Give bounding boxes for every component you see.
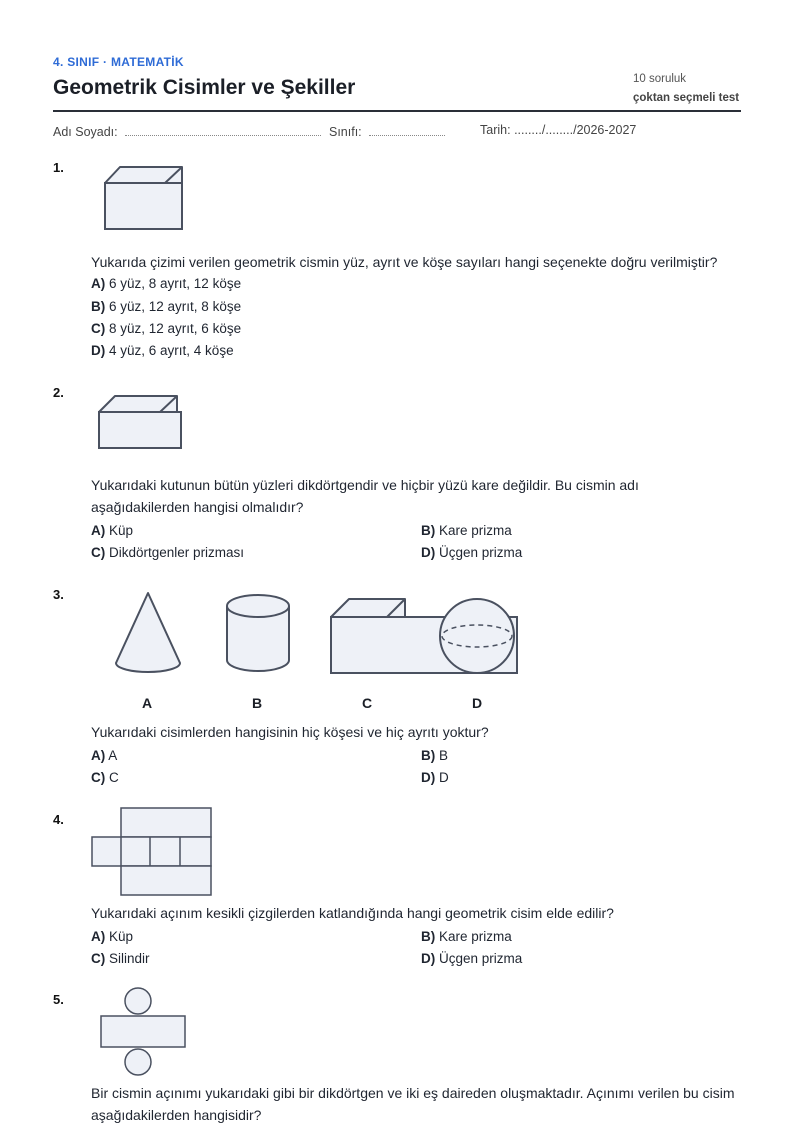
option-text: Küp [109,523,134,538]
option-a[interactable] [91,523,133,538]
header-divider [53,110,741,112]
option-text: Üçgen prizma [439,951,523,966]
box-figure [97,394,187,452]
option-text: D [439,770,449,785]
figure-label-a: A [142,695,153,711]
question-text: Bir cismin açınımı yukarıdaki gibi bir dikdörtgen ve iki eş daireden oluşmaktadır. Açınımı verilen bu cisim aşağıdakilerden hangisidir? [91,1085,735,1123]
class-field[interactable] [369,123,445,136]
option-key: A) [91,929,106,944]
question-number: 2. [53,385,64,400]
option-c[interactable] [91,951,150,966]
rectangular-prism-figure [103,165,193,231]
test-meta [633,70,739,108]
question-number: 5. [53,992,64,1007]
option-key: A) [91,276,106,291]
option-text: Kare prizma [439,523,512,538]
option-c[interactable] [91,545,244,560]
name-label: Adı Soyadı: [53,125,118,139]
option-text: Kare prizma [439,929,512,944]
prism-net-figure [91,807,213,899]
option-text: Küp [109,929,134,944]
option-key: C) [91,951,106,966]
option-key: D) [421,770,436,785]
date-label: Tarih: [480,123,511,137]
subject-label: 4. SINIF · MATEMATİK [53,55,184,69]
option-key: D) [91,343,106,358]
option-key: B) [421,523,436,538]
option-d[interactable] [421,545,522,560]
option-text: 8 yüz, 12 ayrıt, 6 köşe [109,321,242,336]
option-text: B [439,748,449,763]
option-key: A) [91,523,106,538]
option-c[interactable] [91,770,119,785]
question-text: Yukarıdaki kutunun bütün yüzleri dikdörtgendir ve hiçbir yüzü kare değildir. Bu cismin adı aşağıdakilerden hangisi olmalıdır? [91,477,639,515]
figure-label-c: C [362,695,373,711]
cylinder-net-figure [100,987,186,1077]
option-text: 4 yüz, 6 ayrıt, 4 köşe [109,343,234,358]
option-a[interactable] [91,748,117,763]
option-text: 6 yüz, 8 ayrıt, 12 köşe [109,276,242,291]
option-key: B) [421,929,436,944]
date-value: ......../......../2026-2027 [514,123,637,137]
question-number: 3. [53,587,64,602]
figure-label-b: B [252,695,263,711]
prism-and-sphere-figure [329,597,521,677]
option-key: D) [421,951,436,966]
option-c[interactable] [91,321,241,336]
option-text: Dikdörtgenler prizması [109,545,245,560]
option-a[interactable] [91,276,241,291]
option-key: C) [91,770,106,785]
option-text: Üçgen prizma [439,545,523,560]
option-d[interactable] [421,770,449,785]
page-title: Geometrik Cisimler ve Şekiller [53,76,356,99]
question-number: 1. [53,160,64,175]
test-type: çoktan seçmeli test [633,92,740,104]
option-text: Silindir [109,951,150,966]
option-b[interactable] [91,299,241,314]
question-text: Yukarıda çizimi verilen geometrik cismin yüz, ayrıt ve köşe sayıları hangi seçenekte doğru verilmiştir? [91,254,718,270]
option-d[interactable] [91,343,234,358]
option-b[interactable] [421,523,512,538]
option-key: A) [91,748,106,763]
name-field[interactable] [125,123,321,136]
option-key: D) [421,545,436,560]
option-key: C) [91,321,106,336]
option-key: C) [91,545,106,560]
option-b[interactable] [421,929,512,944]
question-text: Yukarıdaki açınım kesikli çizgilerden katlandığında hangi geometrik cisim elde edilir? [91,905,614,921]
option-a[interactable] [91,929,133,944]
question-text: Yukarıdaki cisimlerden hangisinin hiç köşesi ve hiç ayrıtı yoktur? [91,724,489,740]
class-label: Sınıfı: [329,125,362,139]
cylinder-figure [225,592,291,678]
option-b[interactable] [421,748,448,763]
option-text: A [108,748,118,763]
option-key: B) [421,748,436,763]
option-text: C [109,770,119,785]
option-key: B) [91,299,106,314]
question-number: 4. [53,812,64,827]
option-d[interactable] [421,951,522,966]
cone-figure [113,590,183,680]
option-text: 6 yüz, 12 ayrıt, 8 köşe [109,299,242,314]
figure-label-d: D [472,695,483,711]
question-count: 10 soruluk [633,73,687,85]
